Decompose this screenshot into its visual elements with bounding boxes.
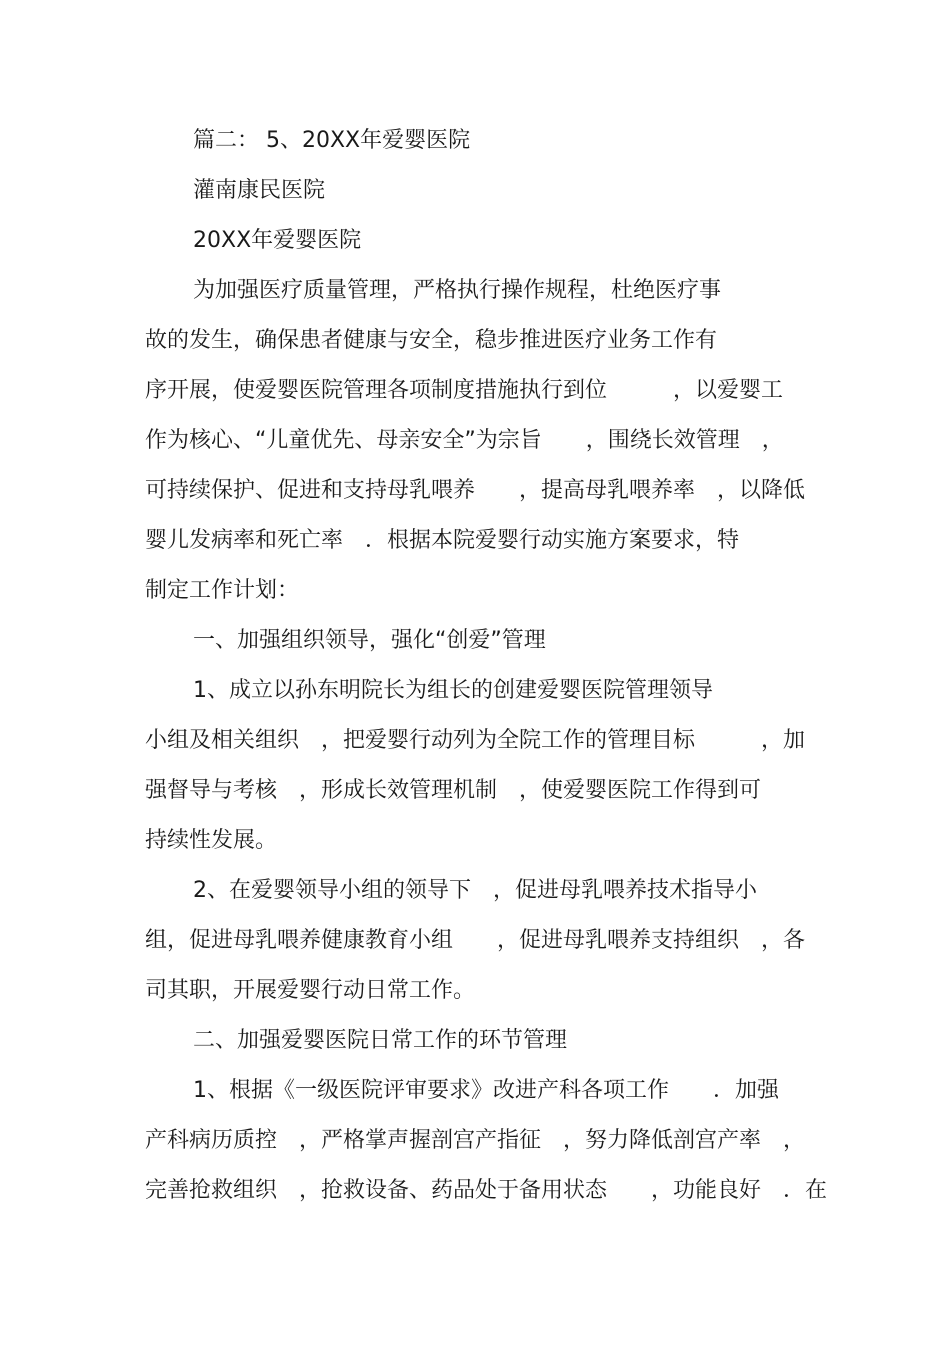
paragraph-line: 1、根据《一级医院评审要求》改进产科各项工作 ．加强 <box>193 1078 779 1103</box>
paragraph-line: 故的发生，确保患者健康与安全，稳步推进医疗业务工作有 <box>145 328 718 353</box>
paragraph-line: 为加强医疗质量管理，严格执行操作规程，杜绝医疗事 <box>193 278 722 303</box>
section-heading: 一、加强组织领导，强化“创爱”管理 <box>193 628 546 653</box>
hospital-name: 灌南康民医院 <box>193 178 326 203</box>
paragraph-line: 完善抢救组织 ，抢救设备、药品处于备用状态 ，功能良好 ．在 <box>145 1178 828 1203</box>
paragraph-line: 司其职，开展爱婴行动日常工作。 <box>145 978 476 1003</box>
paragraph-line: 可持续保护、促进和支持母乳喂养 ，提高母乳喂养率 ，以降低 <box>145 478 806 503</box>
paragraph-line: 组，促进母乳喂养健康教育小组 ，促进母乳喂养支持组织 ，各 <box>145 928 806 953</box>
paragraph-line: 强督导与考核 ，形成长效管理机制 ，使爱婴医院工作得到可 <box>145 778 762 803</box>
paragraph-line: 1、成立以孙东明院长为组长的创建爱婴医院管理领导 <box>193 678 713 703</box>
paragraph-line: 制定工作计划： <box>145 578 300 603</box>
paragraph-line: 小组及相关组织 ，把爱婴行动列为全院工作的管理目标 ，加 <box>145 728 806 753</box>
paragraph-line: 持续性发展。 <box>145 828 278 853</box>
document-title: 20XX年爱婴医院 <box>193 228 362 253</box>
paragraph-line: 婴儿发病率和死亡率 ．根据本院爱婴行动实施方案要求，特 <box>145 528 740 553</box>
section-heading: 篇二： 5、20XX年爱婴医院 <box>193 128 471 153</box>
paragraph-line: 产科病历质控 ，严格掌声握剖宫产指征 ，努力降低剖宫产率 ， <box>145 1128 806 1153</box>
paragraph-line: 作为核心、“儿童优先、母亲安全”为宗旨 ，围绕长效管理 ， <box>145 428 784 453</box>
section-heading: 二、加强爱婴医院日常工作的环节管理 <box>193 1028 568 1053</box>
paragraph-line: 序开展，使爱婴医院管理各项制度措施执行到位 ，以爱婴工 <box>145 378 784 403</box>
paragraph-line: 2、在爱婴领导小组的领导下 ，促进母乳喂养技术指导小 <box>193 878 757 903</box>
